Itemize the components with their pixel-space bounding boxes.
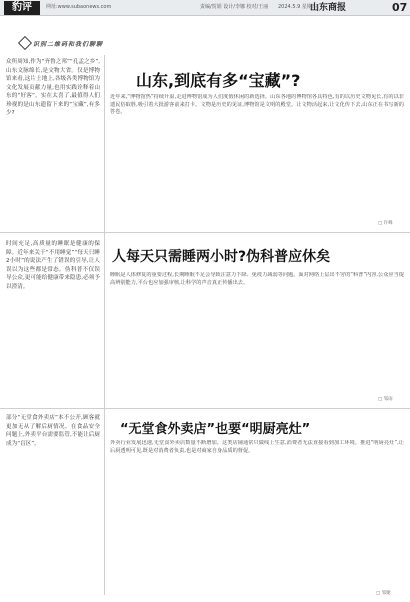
qr-slogan [20,38,103,48]
page-number: 07 [392,1,408,14]
article-1-body: 近年来,“博物馆热”持续升温,走进博物馆成为人们度假休闲的新选择。山东各地的博物馆各具特色,有的以历史文物见长,有的以非遗民俗取胜,吸引着大批游客前来打卡。文物是历史的见证,博物馆是文明的殿堂。让文物活起来,让文化传下去,山东正在书写新的答卷。 [110,94,404,116]
column-name: 豹评 [4,1,40,15]
newspaper-brand: 山东商报 [310,3,347,13]
article-1-author: □ 许峰 [378,221,393,226]
qr-icon [18,36,32,50]
article-2-body: 睡眠是人体修复的重要过程,长期睡眠不足会导致注意力下降、免疫力减弱等问题。面对网络上层出不穷的“科普”内容,公众应当提高辨别能力,平台也应加强审核,让科学的声音真正传播出去。 [110,272,404,286]
article-3-author: □ 邹婕 [376,591,391,596]
site-url[interactable]: 网址:www.subaonews.com [46,4,112,10]
article-3-lead: 部分“无堂食外卖店”本不公开,顾客就更加无从了解后厨情况。在食品安全问题上,外卖平台需要监管,不能让后厨成为“盲区”。 [6,415,100,447]
page-header [0,0,410,16]
section-divider [0,232,410,233]
slogan-text: 识别二维码和我们聊聊 [33,40,104,48]
article-2-headline: 人每天只需睡两小时?伪科普应休矣 [112,249,331,265]
article-2-lead: 时间充足,高质量的睡眠是健康的保障。近年来关于“不用睡觉”“每天只睡2小时”的说法产生了错误的引导,让人误以为这些都是常态。伪科普不仅误导公众,更可能给健康带来隐患,必须予以澄清。 [6,241,100,290]
section-divider [0,408,410,409]
editor-line: 责编/贺娟 设计/李娜 校对/王丽 [200,4,269,10]
article-1-lead: 众所周知,作为“齐鲁之邦”“孔孟之乡”,山东文脉绵长,是文物大省。仅是博物馆来看,这片土地上,各级各类博物馆为文化发展贡献力量,也用实践诠释着山东的“好客”。实在太喜了,最值得人们珍视的是山东遗留下来的“宝藏”,有多少? [6,59,100,116]
issue-date: 2024.5.9 星期四 [278,4,317,10]
article-1-headline: 山东,到底有多“宝藏”? [136,71,301,90]
article-3-headline: “无堂食外卖店”也要“明厨亮灶” [120,422,311,437]
column-divider [104,55,105,595]
article-3-body: 外卖行业发展迅速,无堂食外卖店数量不断增加。这类店铺通常只做线上生意,消费者无法直接看到加工环境。推进“明厨亮灶”,让后厨透明可见,既是对消费者负责,也是对商家自身品质的督促。 [110,440,404,454]
article-2-author: □ 邹雨 [378,397,393,402]
